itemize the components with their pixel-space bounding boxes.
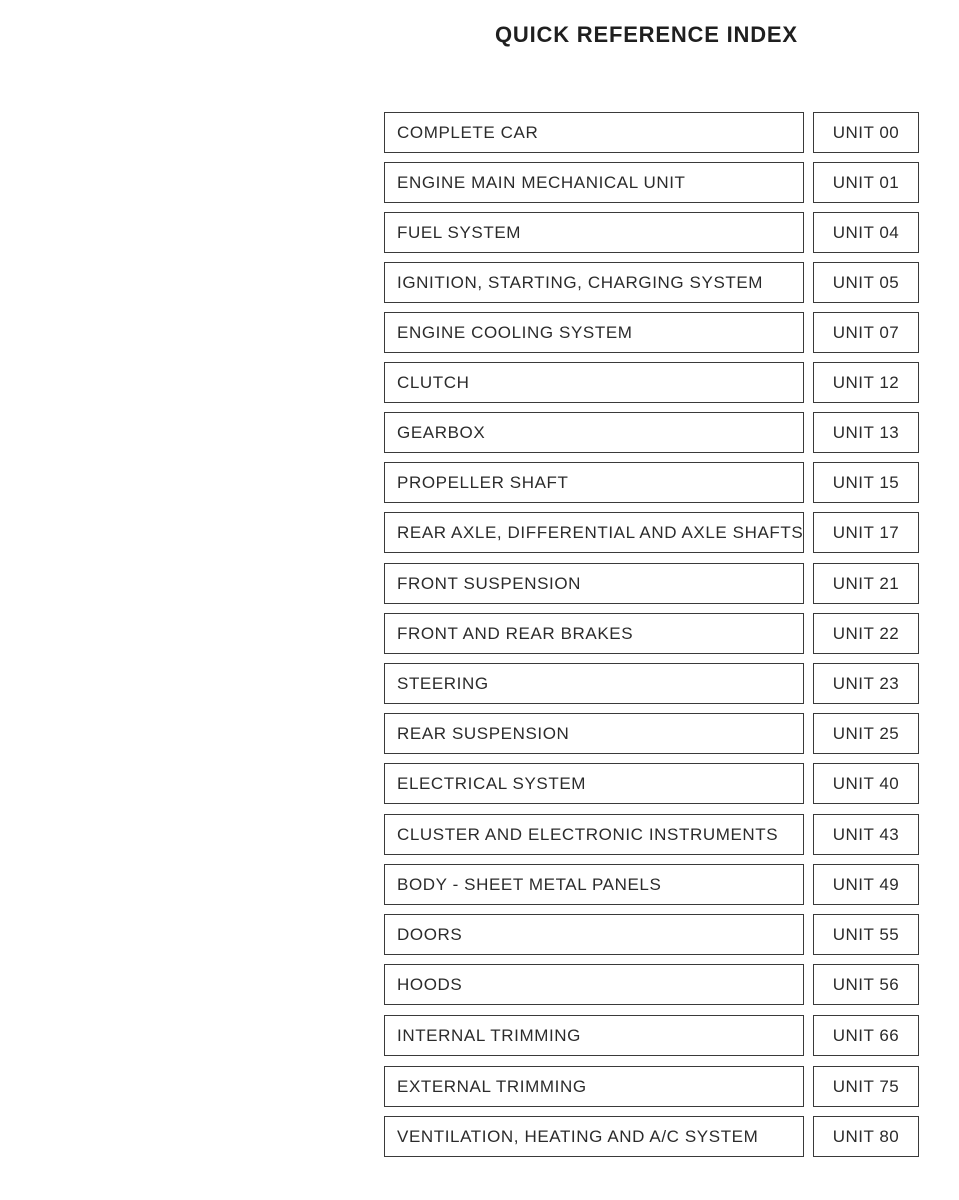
index-row[interactable] [384,162,920,205]
unit-number[interactable]: UNIT 21 [813,563,919,604]
unit-number[interactable]: UNIT 56 [813,964,919,1005]
section-name[interactable]: CLUTCH [384,362,804,403]
unit-number[interactable]: UNIT 55 [813,914,919,955]
section-name[interactable]: HOODS [384,964,804,1005]
page-title: QUICK REFERENCE INDEX [495,22,798,47]
index-row[interactable] [384,663,920,706]
index-row[interactable] [384,512,920,555]
section-name[interactable]: VENTILATION, HEATING AND A/C SYSTEM [384,1116,804,1157]
section-name[interactable]: FRONT SUSPENSION [384,563,804,604]
section-name[interactable]: GEARBOX [384,412,804,453]
index-row[interactable] [384,864,920,907]
section-name[interactable]: REAR SUSPENSION [384,713,804,754]
section-name[interactable]: STEERING [384,663,804,704]
unit-number[interactable]: UNIT 22 [813,613,919,654]
section-name[interactable]: CLUSTER AND ELECTRONIC INSTRUMENTS [384,814,804,855]
index-row[interactable] [384,1116,920,1159]
unit-number[interactable]: UNIT 23 [813,663,919,704]
section-name[interactable]: IGNITION, STARTING, CHARGING SYSTEM [384,262,804,303]
index-row[interactable] [384,1066,920,1109]
index-row[interactable] [384,814,920,857]
section-name[interactable]: INTERNAL TRIMMING [384,1015,804,1056]
index-row[interactable] [384,212,920,255]
index-row[interactable] [384,563,920,606]
section-name[interactable]: BODY - SHEET METAL PANELS [384,864,804,905]
index-row[interactable] [384,262,920,305]
unit-number[interactable]: UNIT 15 [813,462,919,503]
section-name[interactable]: COMPLETE CAR [384,112,804,153]
unit-number[interactable]: UNIT 75 [813,1066,919,1107]
index-row[interactable] [384,112,920,155]
index-row[interactable] [384,613,920,656]
index-row[interactable] [384,964,920,1007]
section-name[interactable]: EXTERNAL TRIMMING [384,1066,804,1107]
unit-number[interactable]: UNIT 66 [813,1015,919,1056]
section-name[interactable]: REAR AXLE, DIFFERENTIAL AND AXLE SHAFTS [384,512,804,553]
unit-number[interactable]: UNIT 07 [813,312,919,353]
index-row[interactable] [384,412,920,455]
unit-number[interactable]: UNIT 49 [813,864,919,905]
index-row[interactable] [384,362,920,405]
unit-number[interactable]: UNIT 12 [813,362,919,403]
unit-number[interactable]: UNIT 43 [813,814,919,855]
index-row[interactable] [384,462,920,505]
section-name[interactable]: PROPELLER SHAFT [384,462,804,503]
unit-number[interactable]: UNIT 17 [813,512,919,553]
unit-number[interactable]: UNIT 01 [813,162,919,203]
section-name[interactable]: FRONT AND REAR BRAKES [384,613,804,654]
unit-number[interactable]: UNIT 80 [813,1116,919,1157]
unit-number[interactable]: UNIT 00 [813,112,919,153]
index-row[interactable] [384,713,920,756]
section-name[interactable]: ENGINE MAIN MECHANICAL UNIT [384,162,804,203]
section-name[interactable]: ELECTRICAL SYSTEM [384,763,804,804]
section-name[interactable]: FUEL SYSTEM [384,212,804,253]
index-row[interactable] [384,1015,920,1058]
section-name[interactable]: DOORS [384,914,804,955]
index-row[interactable] [384,763,920,806]
unit-number[interactable]: UNIT 40 [813,763,919,804]
unit-number[interactable]: UNIT 13 [813,412,919,453]
unit-number[interactable]: UNIT 04 [813,212,919,253]
section-name[interactable]: ENGINE COOLING SYSTEM [384,312,804,353]
unit-number[interactable]: UNIT 25 [813,713,919,754]
index-row[interactable] [384,914,920,957]
index-row[interactable] [384,312,920,355]
unit-number[interactable]: UNIT 05 [813,262,919,303]
